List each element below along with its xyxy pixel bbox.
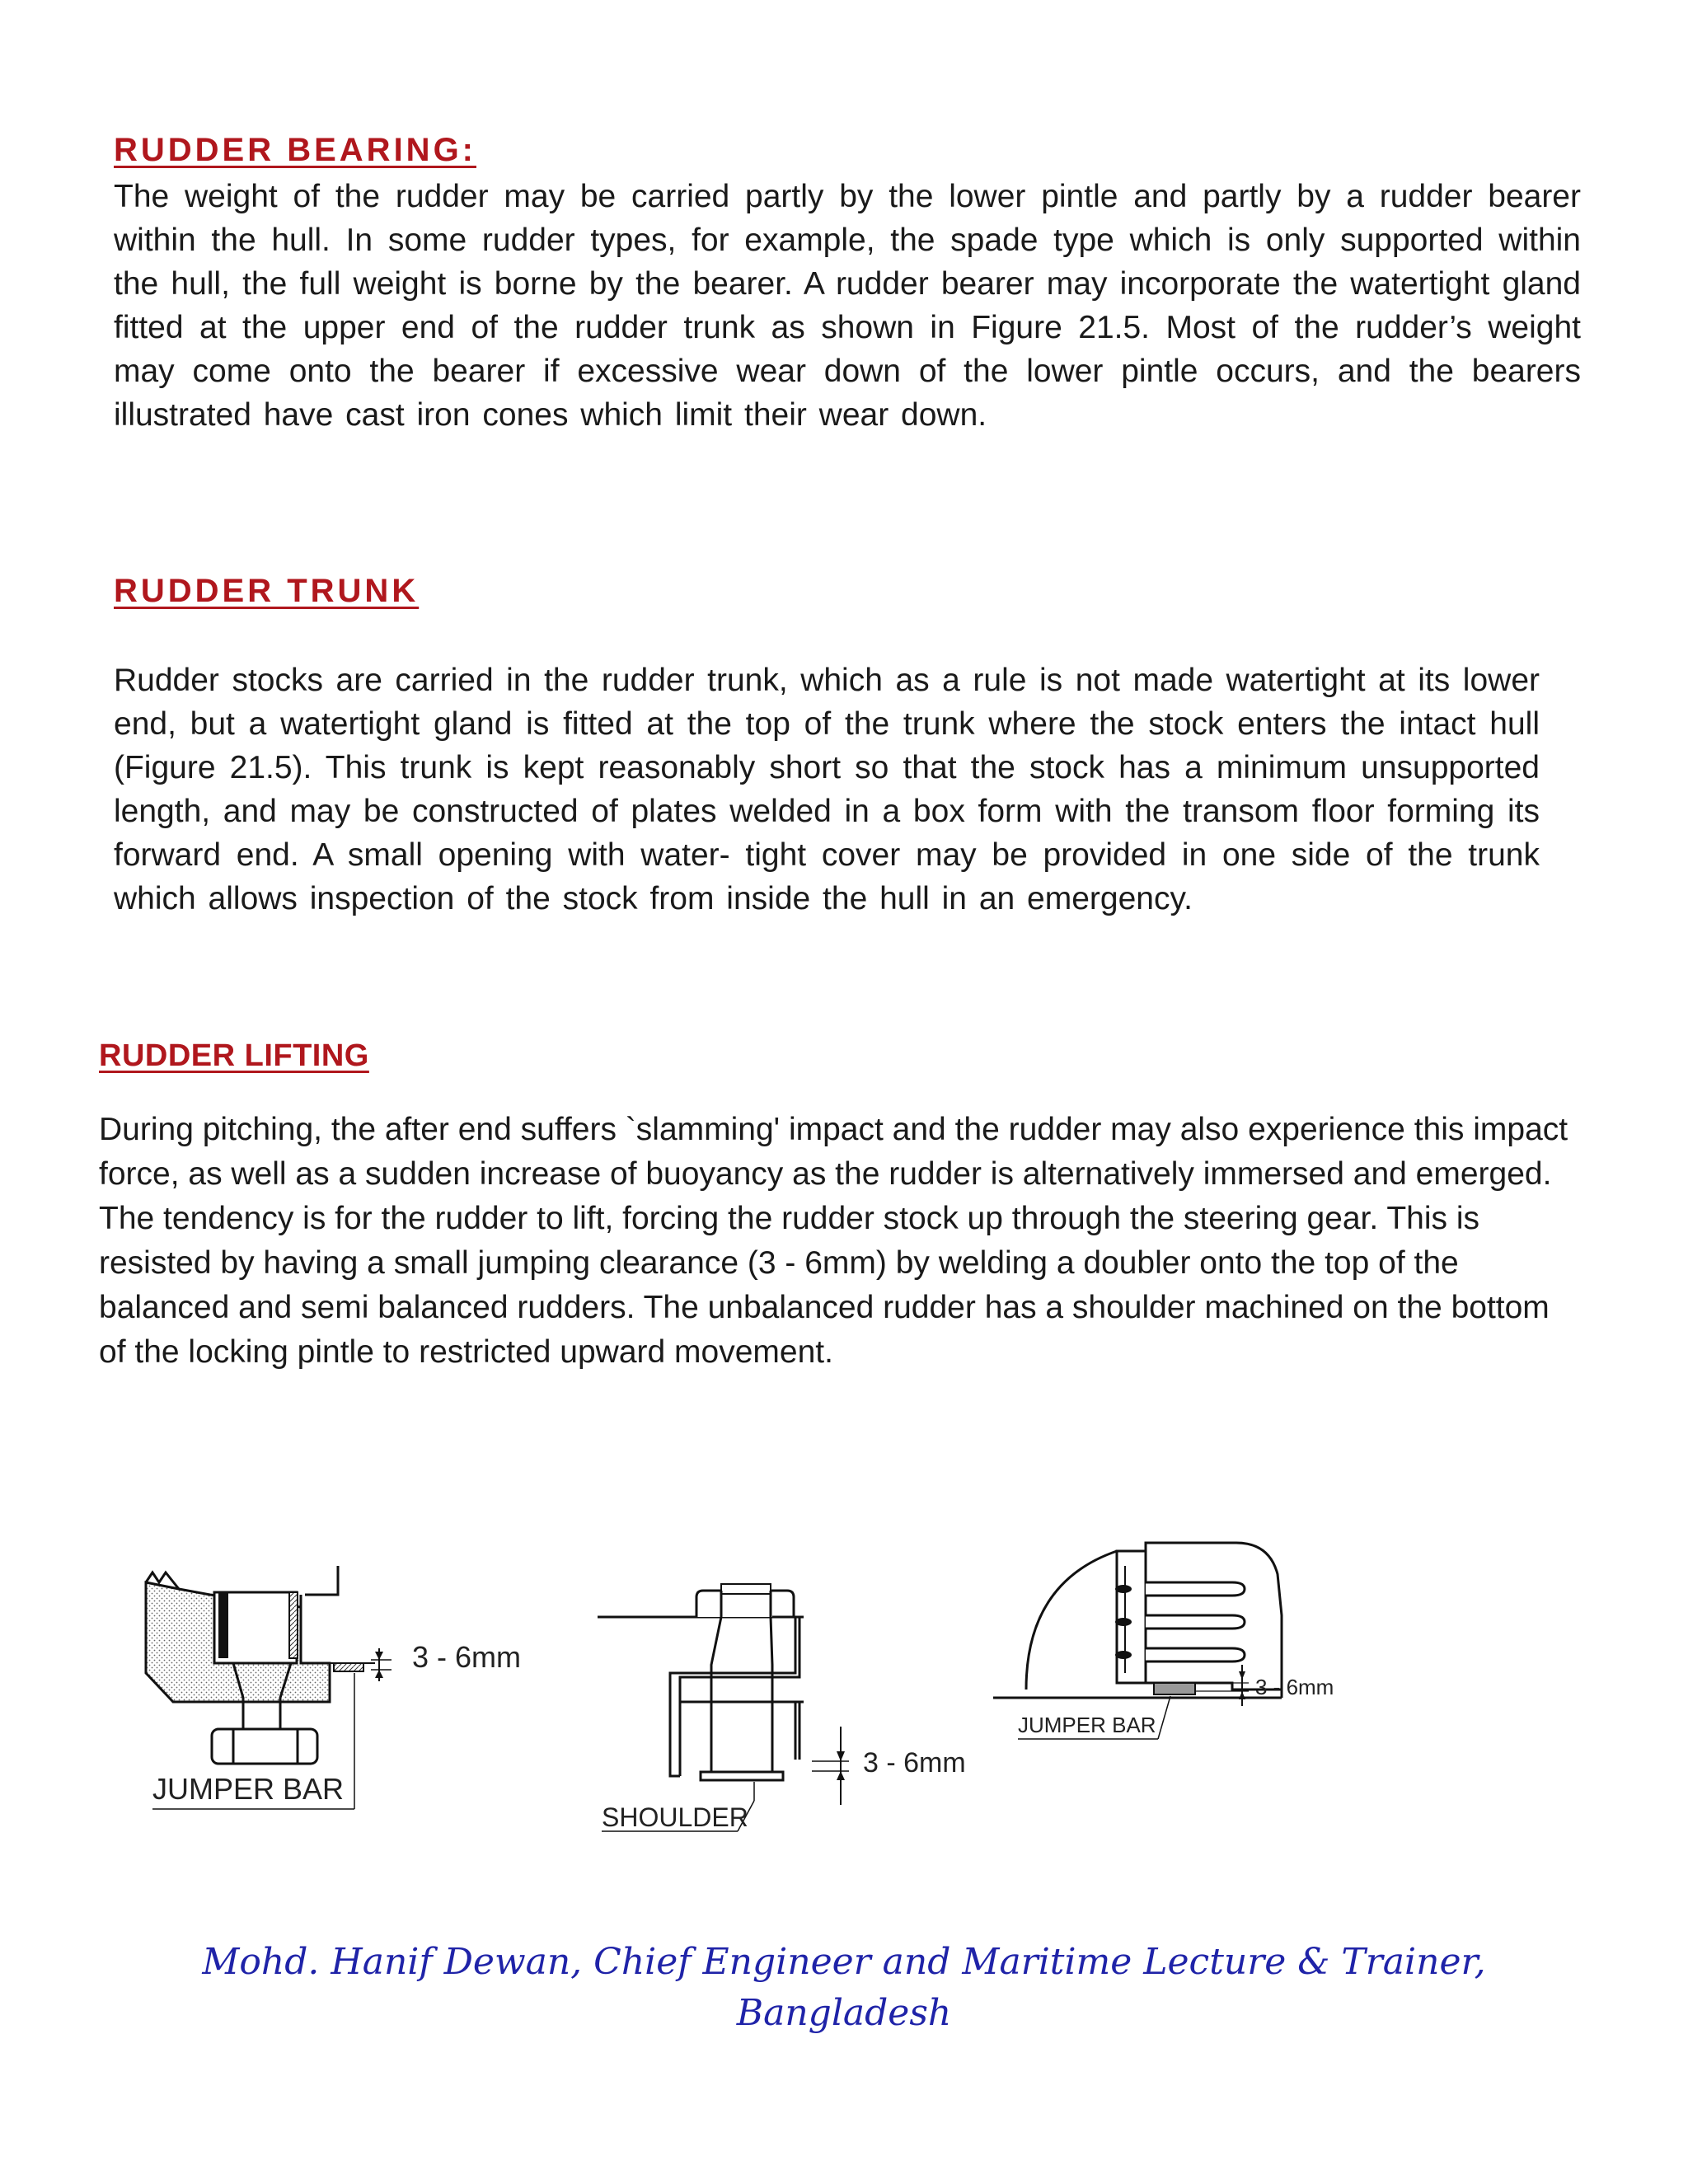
rudder-trunk-heading: RUDDER TRUNK bbox=[114, 573, 420, 609]
middle-shoulder-label: SHOULDER bbox=[602, 1802, 748, 1832]
author-line: Mohd. Hanif Dewan, Chief Engineer and Maritime Lecture & Trainer, bbox=[202, 1941, 1486, 1983]
author-footer bbox=[0, 1937, 1688, 2039]
rudder-bearing-heading: RUDDER BEARING: bbox=[114, 132, 476, 168]
shoulder-diagram-middle bbox=[589, 1566, 985, 1846]
rudder-lifting-heading: RUDDER LIFTING bbox=[99, 1038, 369, 1073]
rudder-bearing-text: The weight of the rudder may be carried partly by the lower pintle and partly by a rudder bearer within the hull. In some rudder types, for example, the spade type which is only supported within the hull, the full weight is borne by the bearer. A rudder bearer may incorporate the watertight gland fitted at the upper end of the rudder trunk as shown in Figure 21.5. Most of the rudder’s weight may come onto the bearer if excessive wear down of the lower pintle occurs, and the bearers illustrated have cast iron cones which limit their wear down. bbox=[114, 179, 1581, 433]
jumper-bar-diagram-left bbox=[136, 1558, 565, 1821]
rudder-trunk-text: Rudder stocks are carried in the rudder trunk, which as a rule is not made watertight at its lower end, but a watertight gland is fitted at the top of the trunk where the stock enters the intact hull (Figure 21.5). This trunk is kept reasonably short so that the stock has a minimum unsupported length, and may be constructed of plates welded in a box form with the transom floor forming its forward end. A small opening with water- tight cover may be provided in one side of the trunk which allows inspection of the stock from inside the hull in an emergency. bbox=[114, 663, 1540, 916]
right-jumper-bar-label: JUMPER BAR bbox=[1018, 1713, 1156, 1737]
middle-clearance-label: 3 - 6mm bbox=[863, 1747, 966, 1779]
left-jumper-bar-label: JUMPER BAR bbox=[152, 1772, 345, 1806]
rudder-lifting-text: During pitching, the after end suffers `slamming' impact and the rudder may also experience this impact force, as well as a sudden increase of buoyancy as the rudder is alternatively immersed and emerged. The tendency is for the rudder to lift, forcing the rudder stock up through the steering gear. This is resisted by having a small jumping clearance (3 - 6mm) by welding a doubler onto the top of the balanced and semi balanced rudders. The unbalanced rudder has a shoulder machined on the bottom of the locking pintle to restricted upward movement. bbox=[99, 1112, 1568, 1370]
right-clearance-label: 3 - 6mm bbox=[1255, 1675, 1334, 1699]
jumper-bar-diagram-right bbox=[985, 1533, 1381, 1780]
left-clearance-label: 3 - 6mm bbox=[412, 1640, 522, 1674]
author-country: Bangladesh bbox=[736, 1992, 952, 2034]
